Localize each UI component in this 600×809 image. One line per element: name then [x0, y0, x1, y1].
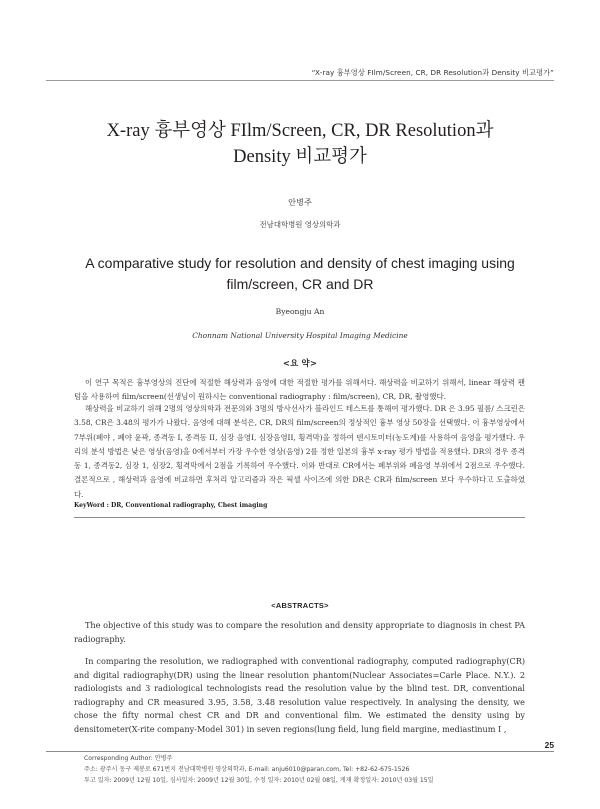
abstract-english-heading: <ABSTRACTS> [271, 601, 329, 610]
paragraph-text: The objective of this study was to compare the resolution and density appropriate to diagnosis in chest PA radiography. [74, 620, 525, 644]
author-korean: 안병주 [288, 197, 312, 207]
abstract-english-paragraph-2 [74, 655, 525, 737]
keywords: KeyWord : DR, Conventional radiography, Chest imaging [74, 502, 268, 509]
title-en-line-1: A comparative study for resolution and density of chest imaging using [85, 255, 515, 271]
abstract-korean-paragraph-2 [74, 402, 525, 502]
article-title-english [60, 253, 540, 295]
paragraph-text: 이 연구 목적은 흉부영상의 진단에 적절한 해상력과 음영에 대한 적절한 평가를 위해서다. 해상력을 비교하기 위해서, linear 해상력 팬텀을 사용하여 film/screen(선생님이 원하시는 conventional radiography : film/screen), CR, DR, 촬영했다. [74, 378, 525, 402]
paragraph-text: 해상력을 비교하기 위해 2명의 영상의학과 전문의와 3명의 방사선사가 블라인드 테스트를 통해여 평가했다. DR 은 3.95 필름/ 스크린은 3.58, CR은 3.48의 평가가 나왔다. 음영에 대해 분석은, CR, DR의 film/screen의 정상적인 흉부 영상 50장을 선택했다. 이 흉부영상에서 7부위(폐야 , 폐야 윤곽, 종격동 I, 종격동 II, 심장 음영I, 심장음영II, 횡격막)을 정하여 덴시토미터(농도계)를 사용하여 음영을 평가했다. 우리의 분석 방법은 낮은 영상(음영)을 0에서부터 가장 우수한 영상(음영) 2를 정한 일본의 흉부 x-ray 평가 방법을 적용했다. DR의 경우 종격동 1, 종격동2, 심장 1, 심장2, 횡격막에서 2점을 기록하여 우수했다. 이와 반대로 CR에서는 폐부위와 폐음영 부위에서 2점으로 우수했다. 결론적으로 , 해상력과 음영에 비교하면 후처리 알고리즘과 작은 픽셀 사이즈에 의한 DR은 CR과 film/screen 보다 우수하다고 도출하였다. [74, 404, 525, 499]
article-title-korean [0, 118, 600, 170]
paragraph-text: In comparing the resolution, we radiographed with conventional radiography, computed radiography(CR) and digital radiography(DR) using the linear resolution phantom(Nuclear Associates=Carle Place. N.Y.). 2 radiologists and 3 radiological technologists read the resolution value by the blind test. DR, conventional radiography and CR measured 3.95, 3.58, 3.48 resolution value respectively. In analysing the density, we chose the fifty normal chest CR and DR and conventional film. We estimated the density using by densitometer(X-rite company-Model 301) in seven regions(lung field, lung field margine, mediastinum I , [74, 656, 525, 734]
abstract-korean-heading: <요 약> [282, 358, 318, 368]
footer-address-line: 주소: 광주시 동구 제봉로 671번지 전남대학병원 영상의학과, E-mail: anju6010@paran.com, Tel: +82-62-675-1526 [84, 766, 410, 773]
title-ko-line-1: X-ray 흉부영상 FIlm/Screen, CR, DR Resolution과 [106, 121, 494, 141]
header-divider [46, 80, 554, 81]
author-english: Byeongju An [275, 307, 325, 316]
footer-dates-line: 투고 일자: 2009년 12월 10일, 심사일자: 2009년 12월 30일, 수정 일자: 2010년 02월 08일, 게재 확정일자: 2010년 03월 15일 [84, 777, 434, 784]
affiliation-korean: 전남대학병원 영상의학과 [259, 220, 341, 229]
running-header: “X-ray 흉부영상 FIlm/Screen, CR, DR Resolution과 Density 비교평가” [311, 68, 554, 77]
footer-correspondence [84, 753, 544, 786]
page-number: 25 [544, 740, 554, 750]
affiliation-english: Chonnam National University Hospital Imaging Medicine [192, 331, 408, 340]
footer-author-line: Corresponding Author: 안병주 [84, 755, 173, 762]
abstract-korean-paragraph-1 [74, 376, 525, 405]
keywords-divider [74, 517, 525, 518]
footer-divider [46, 751, 554, 752]
title-ko-line-2: Density 비교평가 [233, 147, 367, 167]
abstract-english-paragraph-1 [74, 619, 525, 646]
title-en-line-2: film/screen, CR and DR [226, 276, 374, 292]
